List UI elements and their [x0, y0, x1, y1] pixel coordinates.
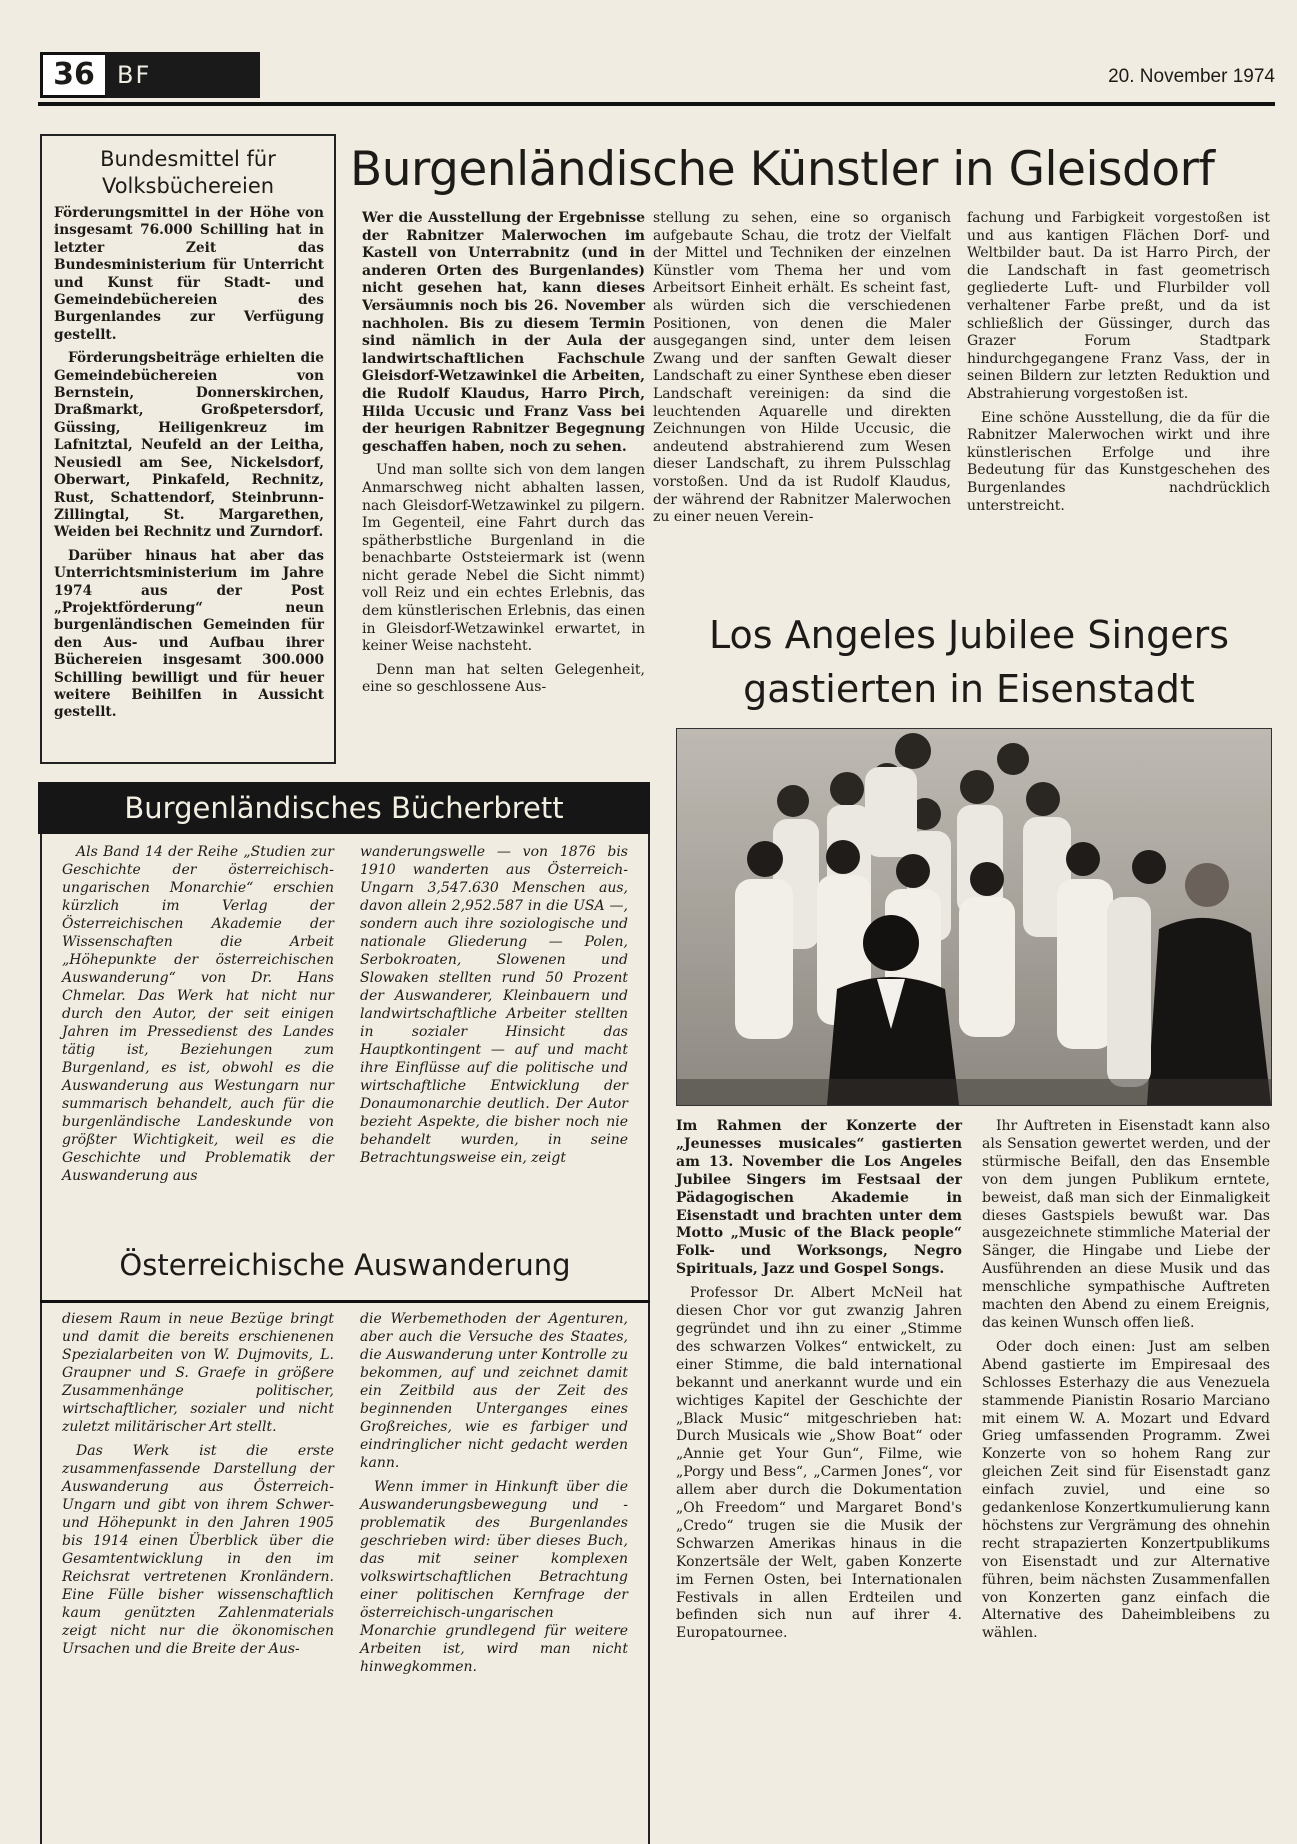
- article-paragraph: Wenn immer in Hinkunft über die Auswanderungsbewegung und -problematik des Burgenlandes geschrieben wird: über dieses Buch, das mit seiner komplexen volkswirtschaftlichen Betrachtung einer politischen Kernfrage der österreichisch-ungarischen Monarchie grundlegend für weitere Arbeiten ist, wird man nicht hinwegkommen.: [360, 1479, 628, 1675]
- choir-headline-line1: Los Angeles Jubilee Singers: [708, 613, 1230, 657]
- choir-photo: [676, 728, 1272, 1106]
- article-paragraph: diesem Raum in neue Bezüge bringt und damit die bereits erschienenen Spezialarbeiten von W. Dujmovits, L. Graupner und S. Graefe in größere Zusammenhänge politischer, wirtschaftlicher, sozialer und nicht zuletzt militärischer Art stellt.: [62, 1311, 334, 1435]
- choir-article-column-2: [982, 1118, 1270, 1649]
- sidebar-paragraph: Darüber hinaus hat aber das Unterrichtsministerium im Jahre 1974 aus der Post „Projektförderung“ neun burgenländischen Gemeinden für den Aus- und Aufbau ihrer Büchereien insgesamt 300.000 Schilling bewilligt und für heuer weitere Beihilfen in Aussicht gestellt.: [54, 547, 324, 721]
- main-article-column-3: [967, 210, 1270, 521]
- article-paragraph: Das Werk ist die erste zusammenfassende Darstellung der Auswanderung aus Österreich-Ungarn und gibt von ihrem Schwer- und Höhepunkt in den Jahren 1905 bis 1914 einen Überblick über die Gesamtentwicklung in den im Reichsrat vertretenen Kronländern. Eine Fülle bisher wissenschaftlich kaum genützten Zahlenmaterials zeigt nicht nur die ökonomischen Ursachen und die Breite der Aus-: [62, 1443, 334, 1657]
- sidebar-box-title: [50, 146, 326, 200]
- buecherbrett-column-2: [360, 843, 628, 1173]
- sidebar-paragraph: Förderungsmittel in der Höhe von insgesamt 76.000 Schilling hat in letzter Zeit das Bundesministerium für Unterricht und Kunst für Stadt- und Gemeindebüchereien des Burgenlandes zur Verfügung gestellt.: [54, 205, 324, 343]
- article-paragraph: Als Band 14 der Reihe „Studien zur Geschichte der österreichisch-ungarischen Monarchie“ erschien kürzlich im Verlag der Österreichischen Akademie der Wissenschaften die Arbeit „Höhepunkte der österreichischen Auswanderung“ von Dr. Hans Chmelar. Das Werk hat nicht nur durch den Autor, der seit einigen Jahren im Pressedienst des Landes tätig ist, Beziehungen zum Burgenland, es ist, obwohl es die Auswanderung aus Westungarn nur summarisch behandelt, auch für die burgenländische Landeskunde von größter Wichtigkeit, weil es die Geschichte und Problematik der Auswanderung aus: [62, 844, 334, 1184]
- sidebar-title-line2: Volksbüchereien: [101, 174, 275, 198]
- sidebar-title-line1: Bundesmittel für: [100, 147, 276, 171]
- section-label: BF: [105, 52, 260, 98]
- main-article-column-2: [653, 210, 951, 533]
- article-paragraph: wanderungswelle — von 1876 bis 1910 wanderten aus Österreich-Ungarn 3,547.630 Menschen aus, davon allein 2,952.587 in die USA —, sondern auch ihre soziologische und nationale Gliederung — Polen, Serbokroaten, Slowenen und Slowaken stellten rund 50 Prozent der Auswanderer, Kleinbauern und landwirtschaftliche Arbeiter stellten in sozialer Hinsicht das Hauptkontingent — auf und macht ihre Einflüsse auf die politische und wirtschaftliche Entwicklung der Donaumonarchie deutlich. Der Autor bezieht Aspekte, die bisher noch nie behandelt wurden, in seine Betrachtungsweise ein, zeigt: [360, 844, 628, 1166]
- main-headline: Burgenländische Künstler in Gleisdorf: [350, 142, 1215, 197]
- issue-date: 20. November 1974: [1108, 66, 1275, 87]
- buecherbrett-subtitle: Österreichische Auswanderung: [119, 1248, 571, 1282]
- article-paragraph: Oder doch einen: Just am selben Abend gastierte im Empiresaal des Schlosses Esterhazy die aus Venezuela stammende Pianistin Rosario Marciano mit einem W. A. Mozart und Edvard Grieg umfassenden Programm. Zwei Konzerte von so hohem Rang zur gleichen Zeit sind für Eisenstadt ganz einfach zuviel, und eine so gedankenlose Konzertkumulierung kann höchstens zur Vergrämung des ohnehin recht strapazierten Konzertpublikums von Eisenstadt und zur Alternative führen, beim nächsten Zusammenfallen von Konzerten ganz einfach die Alternative des Daheimbleibens zu wählen.: [982, 1338, 1270, 1642]
- article-paragraph: fachung und Farbigkeit vorgestoßen ist und aus kantigen Flächen Dorf- und Weltbilder baut. Da ist Harro Pirch, der die Landschaft in fast geometrisch gegliederte Luft- und Flurbilder voll verhaltener Farbe preßt, und da ist schließlich der Güssinger, durch das Grazer Forum Stadtpark hindurchgegangene Franz Vass, der in seinen Bildern zur letzten Reduktion und Abstrahierung vorgestoßen ist.: [967, 210, 1270, 402]
- article-paragraph: Denn man hat selten Gelegenheit, eine so geschlossene Aus-: [362, 661, 645, 696]
- article-paragraph: Und man sollte sich von dem langen Anmarschweg nicht abhalten lassen, nach Gleisdorf-Wetzawinkel zu pilgern. Im Gegenteil, eine Fahrt durch das spätherbstliche Burgenland in die benachbarte Oststeiermark ist (wenn nicht gerade Nebel die Sicht nimmt) voll Reiz und ein echtes Erlebnis, das dem künstlerischen Erlebnis, das einen in Gleisdorf-Wetzawinkel erwartet, in keiner Weise nachsteht.: [362, 462, 645, 655]
- sidebar-paragraph: Förderungsbeiträge erhielten die Gemeindebüchereien von Bernstein, Donnerskirchen, Draßmarkt, Großpetersdorf, Güssing, Heiligenkreuz im Lafnitztal, Neufeld an der Leitha, Neusiedl am See, Nickelsdorf, Oberwart, Pinkafeld, Rechnitz, Rust, Schattendorf, Steinbrunn-Zillingtal, St. Margarethen, Weiden bei Rechnitz und Zurndorf.: [54, 350, 324, 541]
- buecherbrett-column-4: [360, 1310, 628, 1682]
- article-paragraph: Eine schöne Ausstellung, die da für die Rabnitzer Malerwochen wirkt und ihre künstlerischen Erfolge und ihre Bedeutung für das Kunstgeschehen des Burgenlandes nachdrücklich unterstreicht.: [967, 409, 1270, 514]
- choir-article-column-1: [676, 1118, 962, 1649]
- subtitle-rule: [40, 1300, 650, 1303]
- article-paragraph: Professor Dr. Albert McNeil hat diesen Chor vor gut zwanzig Jahren gegründet und ihn zu einer „Stimme des schwarzen Volkes“ entwickelt, zu einer Stimme, die bald international bekannt und anerkannt wurde und ein wichtiges Kapitel der Geschichte der „Black Music“ mitgeschrieben hat: Durch Musicals wie „Show Boat“ oder „Annie get Your Gun“, Filme, wie „Porgy und Bess“, „Carmen Jones“, vor allem aber durch die Dokumentation „Oh Freedom“ und Margaret Bond's „Credo“ trugen sie die Musik der Schwarzen Amerikas hinaus in die Konzertsäle der Welt, gaben Konzerte im Fernen Osten, bei Internationalen Festivals in allen Erdteilen und befinden sich nun auf ihrer 4. Europatournee.: [676, 1285, 962, 1642]
- main-article-column-1: [362, 210, 645, 703]
- article-paragraph: stellung zu sehen, eine so organisch aufgebaute Schau, die trotz der Vielfalt der Mittel und Techniken der einzelnen Künstler vom Thema her und vom Arbeitsort Einheit erhält. Es scheint fast, als würden sich die verschiedenen Positionen, von denen die Maler ausgegangen sind, unter dem leisen Zwang und der sanften Gewalt dieser Landschaft zu einer Synthese eben dieser Landschaft vereinigen: da sind die leuchtenden Aquarelle und direkten Zeichnungen von Hilde Uccusic, die andeutend abstrahierend zum Wesen dieser Landschaft, zu ihrem Pulsschlag vorstoßen. Und da ist Rudolf Klaudus, der während der Rabnitzer Malerwochen zu einer neuen Verein-: [653, 210, 951, 526]
- article-paragraph: die Werbemethoden der Agenturen, aber auch die Versuche des Staates, die Auswanderung unter Kontrolle zu bekommen, auf und zeichnet damit ein Zeitbild aus der Zeit des beginnenden Unterganges eines Großreiches, wie es farbiger und eindringlicher nicht gedacht werden kann.: [360, 1311, 628, 1471]
- article-paragraph: Ihr Auftreten in Eisenstadt kann also als Sensation gewertet werden, und der stürmische Beifall, den das Ensemble von dem jungen Publikum erntete, beweist, daß man sich der Einmaligkeit dieses Gastspiels bewußt war. Das ausgezeichnete stimmliche Material der Sänger, die Hingabe und Liebe der Ausführenden an diese Musik und das menschliche sympathische Auftreten machten den Abend zu einem Ereignis, das keinen Wunsch offen ließ.: [982, 1118, 1270, 1331]
- choir-headline: [668, 608, 1270, 716]
- header-rule: [38, 102, 1275, 106]
- buecherbrett-title: Burgenländisches Bücherbrett: [124, 791, 564, 825]
- buecherbrett-column-1: [62, 843, 334, 1191]
- page-number: 36: [40, 52, 108, 98]
- choir-photo-illustration: [677, 729, 1271, 1105]
- sidebar-box-body: [54, 205, 324, 728]
- article-lead: Wer die Ausstellung der Ergebnisse der Rabnitzer Malerwochen im Kastell von Unterrabnitz (und in anderen Orten des Burgenlandes) nicht gesehen hat, kann dieses Versäumnis noch bis 26. November nachholen. Bis zu diesem Termin sind nämlich in der Aula der landwirtschaftlichen Fachschule Gleisdorf-Wetzawinkel die Arbeiten, die Rudolf Klaudus, Harro Pirch, Hilda Uccusic und Franz Vass bei der heurigen Rabnitzer Begegnung geschaffen haben, noch zu sehen.: [362, 210, 645, 455]
- choir-headline-line2: gastierten in Eisenstadt: [743, 667, 1195, 711]
- buecherbrett-column-3: [62, 1310, 334, 1664]
- article-lead: Im Rahmen der Konzerte der „Jeunesses musicales“ gastierten am 13. November die Los Angeles Jubilee Singers im Festsaal der Pädagogischen Akademie in Eisenstadt und brachten unter dem Motto „Music of the Black people“ Folk- und Worksongs, Negro Spirituals, Jazz und Gospel Songs.: [676, 1118, 962, 1278]
